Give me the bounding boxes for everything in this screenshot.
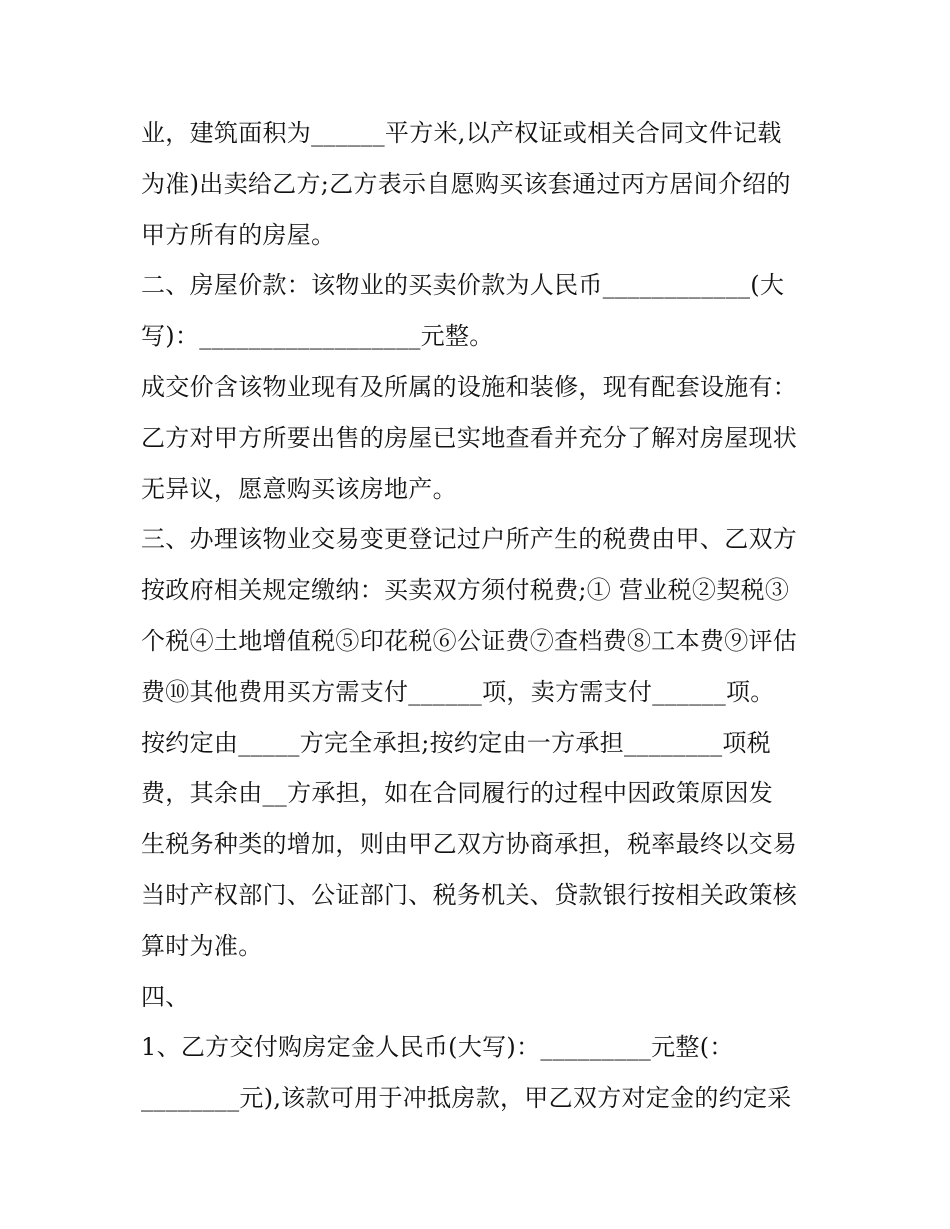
text-line: 无异议，愿意购买该房地产。 bbox=[141, 474, 457, 503]
text-line: 成交价含该物业现有及所属的设施和装修，现有配套设施有： bbox=[141, 372, 798, 401]
text-line: 二、房屋价款：该物业的买卖价款为人民币____________(大 bbox=[141, 271, 785, 300]
text-line: 生税务种类的增加，则由甲乙双方协商承担，税率最终以交易 bbox=[141, 830, 798, 859]
text-line: ________元),该款可用于冲抵房款，甲乙双方对定金的约定采 bbox=[141, 1084, 792, 1113]
text-line: 为准)出卖给乙方;乙方表示自愿购买该套通过丙方居间介绍的 bbox=[141, 169, 791, 198]
text-line: 写)：__________________元整。 bbox=[141, 322, 494, 351]
text-line: 乙方对甲方所要出售的房屋已实地查看并充分了解对房屋现状 bbox=[141, 423, 798, 452]
text-line: 当时产权部门、公证部门、税务机关、贷款银行按相关政策核 bbox=[141, 880, 798, 909]
text-line: 按约定由_____方完全承担;按约定由一方承担________项税 bbox=[141, 728, 771, 757]
text-line: 三、办理该物业交易变更登记过户所产生的税费由甲、乙双方 bbox=[141, 525, 798, 554]
text-line: 甲方所有的房屋。 bbox=[141, 220, 336, 249]
text-line: 业，建筑面积为______平方米,以产权证或相关合同文件记载 bbox=[141, 119, 782, 147]
text-line: 费，其余由__方承担，如在合同履行的过程中因政策原因发 bbox=[141, 779, 774, 808]
text-line: 按政府相关规定缴纳：买卖双方须付税费;① 营业税②契税③ bbox=[141, 576, 790, 605]
text-line: 个税④土地增值税⑤印花税⑥公证费⑦查档费⑧工本费⑨评估 bbox=[141, 626, 798, 655]
text-line: 费⑩其他费用买方需支付______项，卖方需支付______项。 bbox=[141, 677, 775, 706]
text-line: 1、乙方交付购房定金人民币(大写)：_________元整(： bbox=[141, 1033, 734, 1062]
document-body bbox=[141, 108, 821, 1124]
text-line: 四、 bbox=[141, 982, 190, 1011]
text-line: 算时为准。 bbox=[141, 931, 263, 960]
